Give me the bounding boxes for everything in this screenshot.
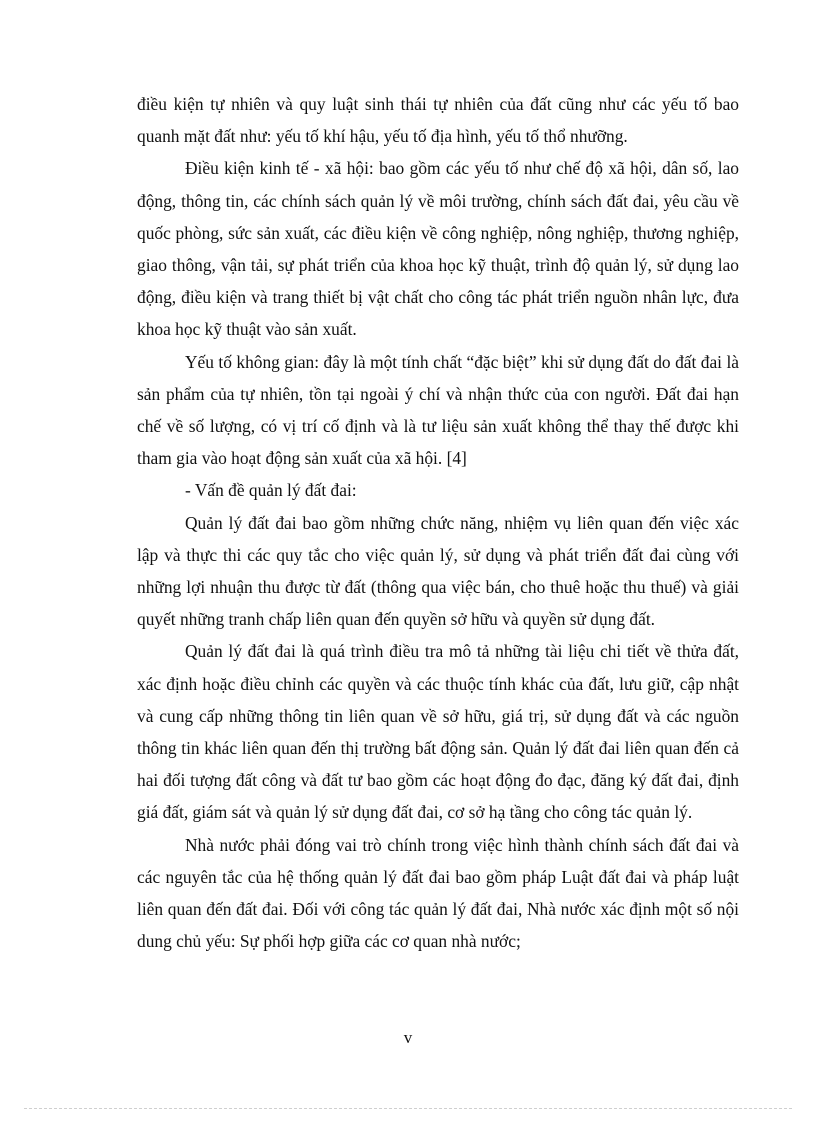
paragraph-socioeconomic: Điều kiện kinh tế - xã hội: bao gồm các yếu tố như chế độ xã hội, dân số, lao động, thông tin, các chính sách quản lý về môi trường, chính sách đất đai, yêu cầu về quốc phòng, sức sản xuất, các điều kiện về công nghiệp, nông nghiệp, thương nghiệp, giao thông, vận tải, sự phát triển của khoa học kỹ thuật, trình độ quản lý, sử dụng lao động, điều kiện và trang thiết bị vật chất cho công tác phát triển nguồn nhân lực, đưa khoa học kỹ thuật vào sản xuất. [137, 158, 739, 340]
paragraph-continued: điều kiện tự nhiên và quy luật sinh thái tự nhiên của đất cũng như các yếu tố bao quanh mặt đất như: yếu tố khí hậu, yếu tố địa hình, yếu tố thổ nhưỡng. [137, 94, 739, 147]
page-bottom-divider [24, 1108, 792, 1109]
paragraph-state-role: Nhà nước phải đóng vai trò chính trong việc hình thành chính sách đất đai và các nguyên tắc của hệ thống quản lý đất đai bao gồm pháp Luật đất đai và pháp luật liên quan đến đất đai. Đối với công tác quản lý đất đai, Nhà nước xác định một số nội dung chủ yếu: Sự phối hợp giữa các cơ quan nhà nước; [137, 834, 739, 952]
document-body [137, 88, 739, 957]
paragraph-land-management-process: Quản lý đất đai là quá trình điều tra mô tả những tài liệu chi tiết về thửa đất, xác định hoặc điều chỉnh các quyền và các thuộc tính khác của đất, lưu giữ, cập nhật và cung cấp những thông tin liên quan về sở hữu, giá trị, sử dụng đất và các nguồn thông tin khác liên quan đến thị trường bất động sản. Quản lý đất đai liên quan đến cả hai đối tượng đất công và đất tư bao gồm các hoạt động đo đạc, đăng ký đất đai, định giá đất, giám sát và quản lý sử dụng đất đai, cơ sở hạ tầng cho công tác quản lý. [137, 641, 739, 823]
page-number: v [403, 1028, 413, 1047]
section-heading-land-management: - Vấn đề quản lý đất đai: [185, 480, 357, 501]
paragraph-land-management-definition: Quản lý đất đai bao gồm những chức năng, nhiệm vụ liên quan đến việc xác lập và thực thi các quy tắc cho việc quản lý, sử dụng và phát triển đất đai cùng với những lợi nhuận thu được từ đất (thông qua việc bán, cho thuê hoặc thu thuế) và giải quyết những tranh chấp liên quan đến quyền sở hữu và quyền sử dụng đất. [137, 512, 739, 630]
paragraph-spatial-factor: Yếu tố không gian: đây là một tính chất “đặc biệt” khi sử dụng đất do đất đai là sản phẩm của tự nhiên, tồn tại ngoài ý chí và nhận thức của con người. Đất đai hạn chế về số lượng, có vị trí cố định và là tư liệu sản xuất không thể thay thế được khi tham gia vào hoạt động sản xuất của xã hội. [4] [137, 351, 739, 469]
